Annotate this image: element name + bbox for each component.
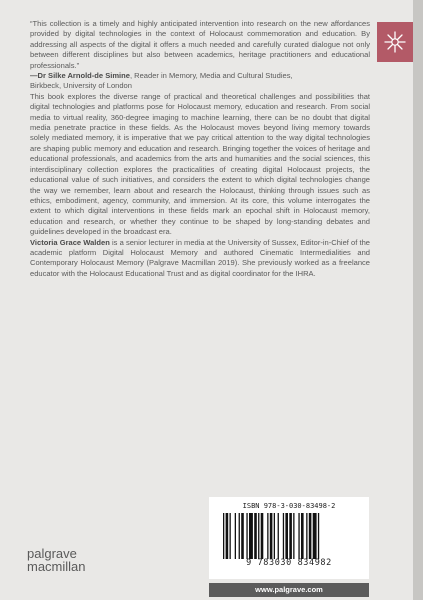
palgrave-macmillan-logo <box>27 547 86 573</box>
book-summary: This book explores the diverse range of practical and theoretical challenges and possibilities that digital technologies and platforms pose for Holocaust memory, education and research. From social media to virtual reality, 360-degree imaging to machine learning, there can be no doubt that digital media penetrate practice in these fields. As the Holocaust moves beyond living memory towards solely mediated memory, it is imperative that we pay critical attention to the way digital technologies are shaping public memory and education and research. Bringing together the voices of heritage and educational professionals, and academics from the arts and humanities and the social sciences, this interdisciplinary collection explores the practicalities of creating digital Holocaust projects, the educational value of such initiatives, and considers the extent to which digital technologies change the way we remember, learn about and research the Holocaust, thinking through issues such as ethics, embodiment, agency, community, and immersion. At its core, this volume interrogates the extent to which digital interventions in these fields mark an epochal shift in Holocaust memory, education and research, or whether they continue to be shaped by long-standing debates and guidelines developed in the broadcast era. <box>30 91 370 237</box>
palgrave-star-icon <box>383 30 407 54</box>
logo-line-macmillan: macmillan <box>27 559 86 574</box>
endorsement-attribution <box>30 71 370 92</box>
endorsement-quote: “This collection is a timely and highly anticipated intervention into research on the new affordances provided by digital technologies in the context of Holocaust commemoration and education. By addressing all aspects of the digital it offers a much needed and carefully curated dialogue not only between different disciplines but also between academics, heritage practitioners and educational professionals.” <box>30 19 370 70</box>
palgrave-emblem <box>377 22 413 62</box>
barcode-icon <box>223 513 355 559</box>
back-cover-text <box>30 19 370 279</box>
author-bio <box>30 238 370 280</box>
endorsement-institution: Birkbeck, University of London <box>30 81 132 91</box>
endorsement-author: —Dr Silke Arnold-de Simine <box>30 71 130 81</box>
logo-line-palgrave: palgrave <box>27 546 77 561</box>
isbn-label: ISBN 978-3-030-83498-2 <box>242 502 336 510</box>
barcode-box <box>209 497 369 579</box>
author-bio-text: is a senior lecturer in media at the University of Sussex, Editor-in-Chief of the academic platform Digital Holocaust Memory and authored Cinematic Intermedialities and Contemporary Holocaust Memory (Palgrave Macmillan 2019). She previously worked as a freelance educator with the Holocaust Educational Trust and as digital coordinator for the IHRA. <box>30 237 370 278</box>
endorsement-role: , Reader in Memory, Media and Cultural Studies, <box>129 71 293 81</box>
barcode-digits: 9 783030 834982 <box>246 558 332 568</box>
publisher-url: www.palgrave.com <box>209 583 369 597</box>
spine-strip <box>413 0 423 600</box>
author-name: Victoria Grace Walden <box>30 237 110 247</box>
